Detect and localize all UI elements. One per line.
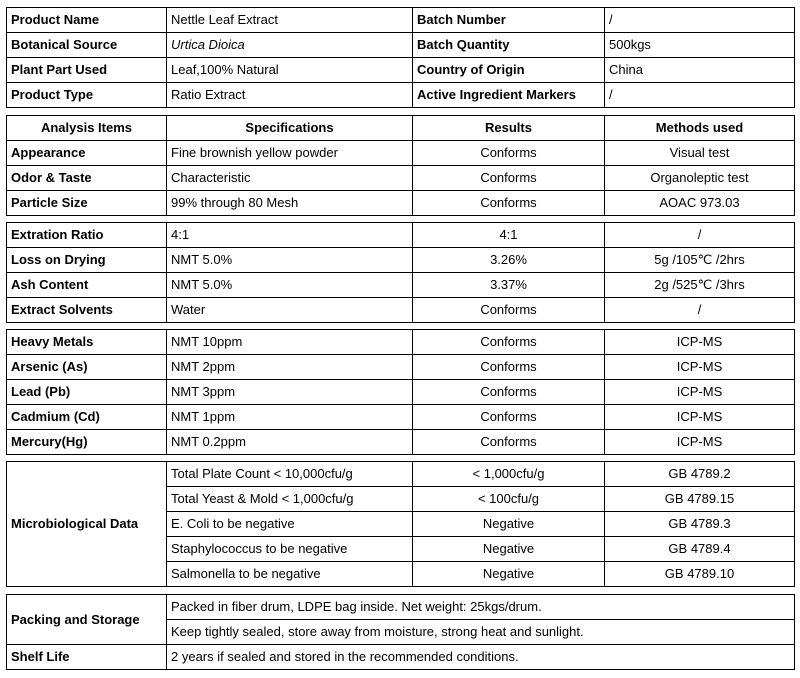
method-value: AOAC 973.03	[605, 191, 795, 216]
header-analysis-items: Analysis Items	[7, 116, 167, 141]
result-value: < 100cfu/g	[413, 487, 605, 512]
table-row	[7, 33, 795, 58]
method-value: GB 4789.10	[605, 562, 795, 587]
method-value: Organoleptic test	[605, 166, 795, 191]
item-label: Particle Size	[7, 191, 167, 216]
packing-line-1: Packed in fiber drum, LDPE bag inside. Net weight: 25kgs/drum.	[167, 595, 795, 620]
spec-value: 99% through 80 Mesh	[167, 191, 413, 216]
method-value: /	[605, 223, 795, 248]
item-label: Arsenic (As)	[7, 355, 167, 380]
spec-value: NMT 2ppm	[167, 355, 413, 380]
method-value: GB 4789.3	[605, 512, 795, 537]
item-label: Cadmium (Cd)	[7, 405, 167, 430]
table-row	[7, 380, 795, 405]
table-row	[7, 595, 795, 620]
product-name-label: Product Name	[7, 8, 167, 33]
method-value: ICP-MS	[605, 330, 795, 355]
storage-table	[6, 594, 795, 670]
heavy-metals-table	[6, 329, 795, 455]
country-value: China	[605, 58, 795, 83]
result-value: 4:1	[413, 223, 605, 248]
spec-value: NMT 0.2ppm	[167, 430, 413, 455]
method-value: ICP-MS	[605, 355, 795, 380]
spec-value: Characteristic	[167, 166, 413, 191]
table-row	[7, 430, 795, 455]
table-row	[7, 8, 795, 33]
table-row	[7, 645, 795, 670]
botanical-source-value: Urtica Dioica	[167, 33, 413, 58]
product-type-value: Ratio Extract	[167, 83, 413, 108]
table-header-row	[7, 116, 795, 141]
result-value: Negative	[413, 512, 605, 537]
spec-value: NMT 1ppm	[167, 405, 413, 430]
shelf-life-value: 2 years if sealed and stored in the recommended conditions.	[167, 645, 795, 670]
header-specifications: Specifications	[167, 116, 413, 141]
table-row	[7, 355, 795, 380]
table-row	[7, 273, 795, 298]
result-value: Conforms	[413, 298, 605, 323]
result-value: Conforms	[413, 405, 605, 430]
result-value: Negative	[413, 562, 605, 587]
spec-value: Total Yeast & Mold < 1,000cfu/g	[167, 487, 413, 512]
result-value: 3.37%	[413, 273, 605, 298]
table-row	[7, 298, 795, 323]
header-results: Results	[413, 116, 605, 141]
packing-line-2: Keep tightly sealed, store away from moisture, strong heat and sunlight.	[167, 620, 795, 645]
table-row	[7, 223, 795, 248]
spec-value: NMT 3ppm	[167, 380, 413, 405]
table-row	[7, 166, 795, 191]
packing-storage-label: Packing and Storage	[7, 595, 167, 645]
result-value: 3.26%	[413, 248, 605, 273]
table-row	[7, 462, 795, 487]
method-value: GB 4789.4	[605, 537, 795, 562]
item-label: Lead (Pb)	[7, 380, 167, 405]
method-value: ICP-MS	[605, 405, 795, 430]
product-name-value: Nettle Leaf Extract	[167, 8, 413, 33]
item-label: Ash Content	[7, 273, 167, 298]
table-row	[7, 58, 795, 83]
item-label: Extract Solvents	[7, 298, 167, 323]
spec-value: 4:1	[167, 223, 413, 248]
spec-value: Water	[167, 298, 413, 323]
table-row	[7, 83, 795, 108]
batch-quantity-label: Batch Quantity	[413, 33, 605, 58]
plant-part-value: Leaf,100% Natural	[167, 58, 413, 83]
shelf-life-label: Shelf Life	[7, 645, 167, 670]
spec-value: NMT 5.0%	[167, 248, 413, 273]
method-value: Visual test	[605, 141, 795, 166]
chemical-analysis-table	[6, 222, 795, 323]
result-value: < 1,000cfu/g	[413, 462, 605, 487]
microbiological-label: Microbiological Data	[7, 462, 167, 587]
result-value: Conforms	[413, 430, 605, 455]
table-row	[7, 405, 795, 430]
method-value: ICP-MS	[605, 430, 795, 455]
botanical-source-label: Botanical Source	[7, 33, 167, 58]
result-value: Negative	[413, 537, 605, 562]
batch-number-value: /	[605, 8, 795, 33]
result-value: Conforms	[413, 166, 605, 191]
item-label: Loss on Drying	[7, 248, 167, 273]
spec-value: Fine brownish yellow powder	[167, 141, 413, 166]
result-value: Conforms	[413, 380, 605, 405]
item-label: Heavy Metals	[7, 330, 167, 355]
item-label: Mercury(Hg)	[7, 430, 167, 455]
table-row	[7, 191, 795, 216]
spec-value: NMT 10ppm	[167, 330, 413, 355]
batch-quantity-value: 500kgs	[605, 33, 795, 58]
plant-part-label: Plant Part Used	[7, 58, 167, 83]
item-label: Appearance	[7, 141, 167, 166]
method-value: /	[605, 298, 795, 323]
result-value: Conforms	[413, 330, 605, 355]
table-row	[7, 330, 795, 355]
item-label: Extration Ratio	[7, 223, 167, 248]
result-value: Conforms	[413, 355, 605, 380]
result-value: Conforms	[413, 191, 605, 216]
physical-analysis-table	[6, 115, 795, 216]
product-info-table	[6, 7, 795, 108]
spec-value: Salmonella to be negative	[167, 562, 413, 587]
table-row	[7, 248, 795, 273]
batch-number-label: Batch Number	[413, 8, 605, 33]
method-value: GB 4789.15	[605, 487, 795, 512]
spec-value: Total Plate Count < 10,000cfu/g	[167, 462, 413, 487]
method-value: 5g /105℃ /2hrs	[605, 248, 795, 273]
spec-value: NMT 5.0%	[167, 273, 413, 298]
spec-value: Staphylococcus to be negative	[167, 537, 413, 562]
method-value: 2g /525℃ /3hrs	[605, 273, 795, 298]
method-value: ICP-MS	[605, 380, 795, 405]
item-label: Odor & Taste	[7, 166, 167, 191]
result-value: Conforms	[413, 141, 605, 166]
markers-value: /	[605, 83, 795, 108]
product-type-label: Product Type	[7, 83, 167, 108]
spec-value: E. Coli to be negative	[167, 512, 413, 537]
country-label: Country of Origin	[413, 58, 605, 83]
header-methods: Methods used	[605, 116, 795, 141]
table-row	[7, 141, 795, 166]
markers-label: Active Ingredient Markers	[413, 83, 605, 108]
microbiological-table	[6, 461, 795, 587]
method-value: GB 4789.2	[605, 462, 795, 487]
